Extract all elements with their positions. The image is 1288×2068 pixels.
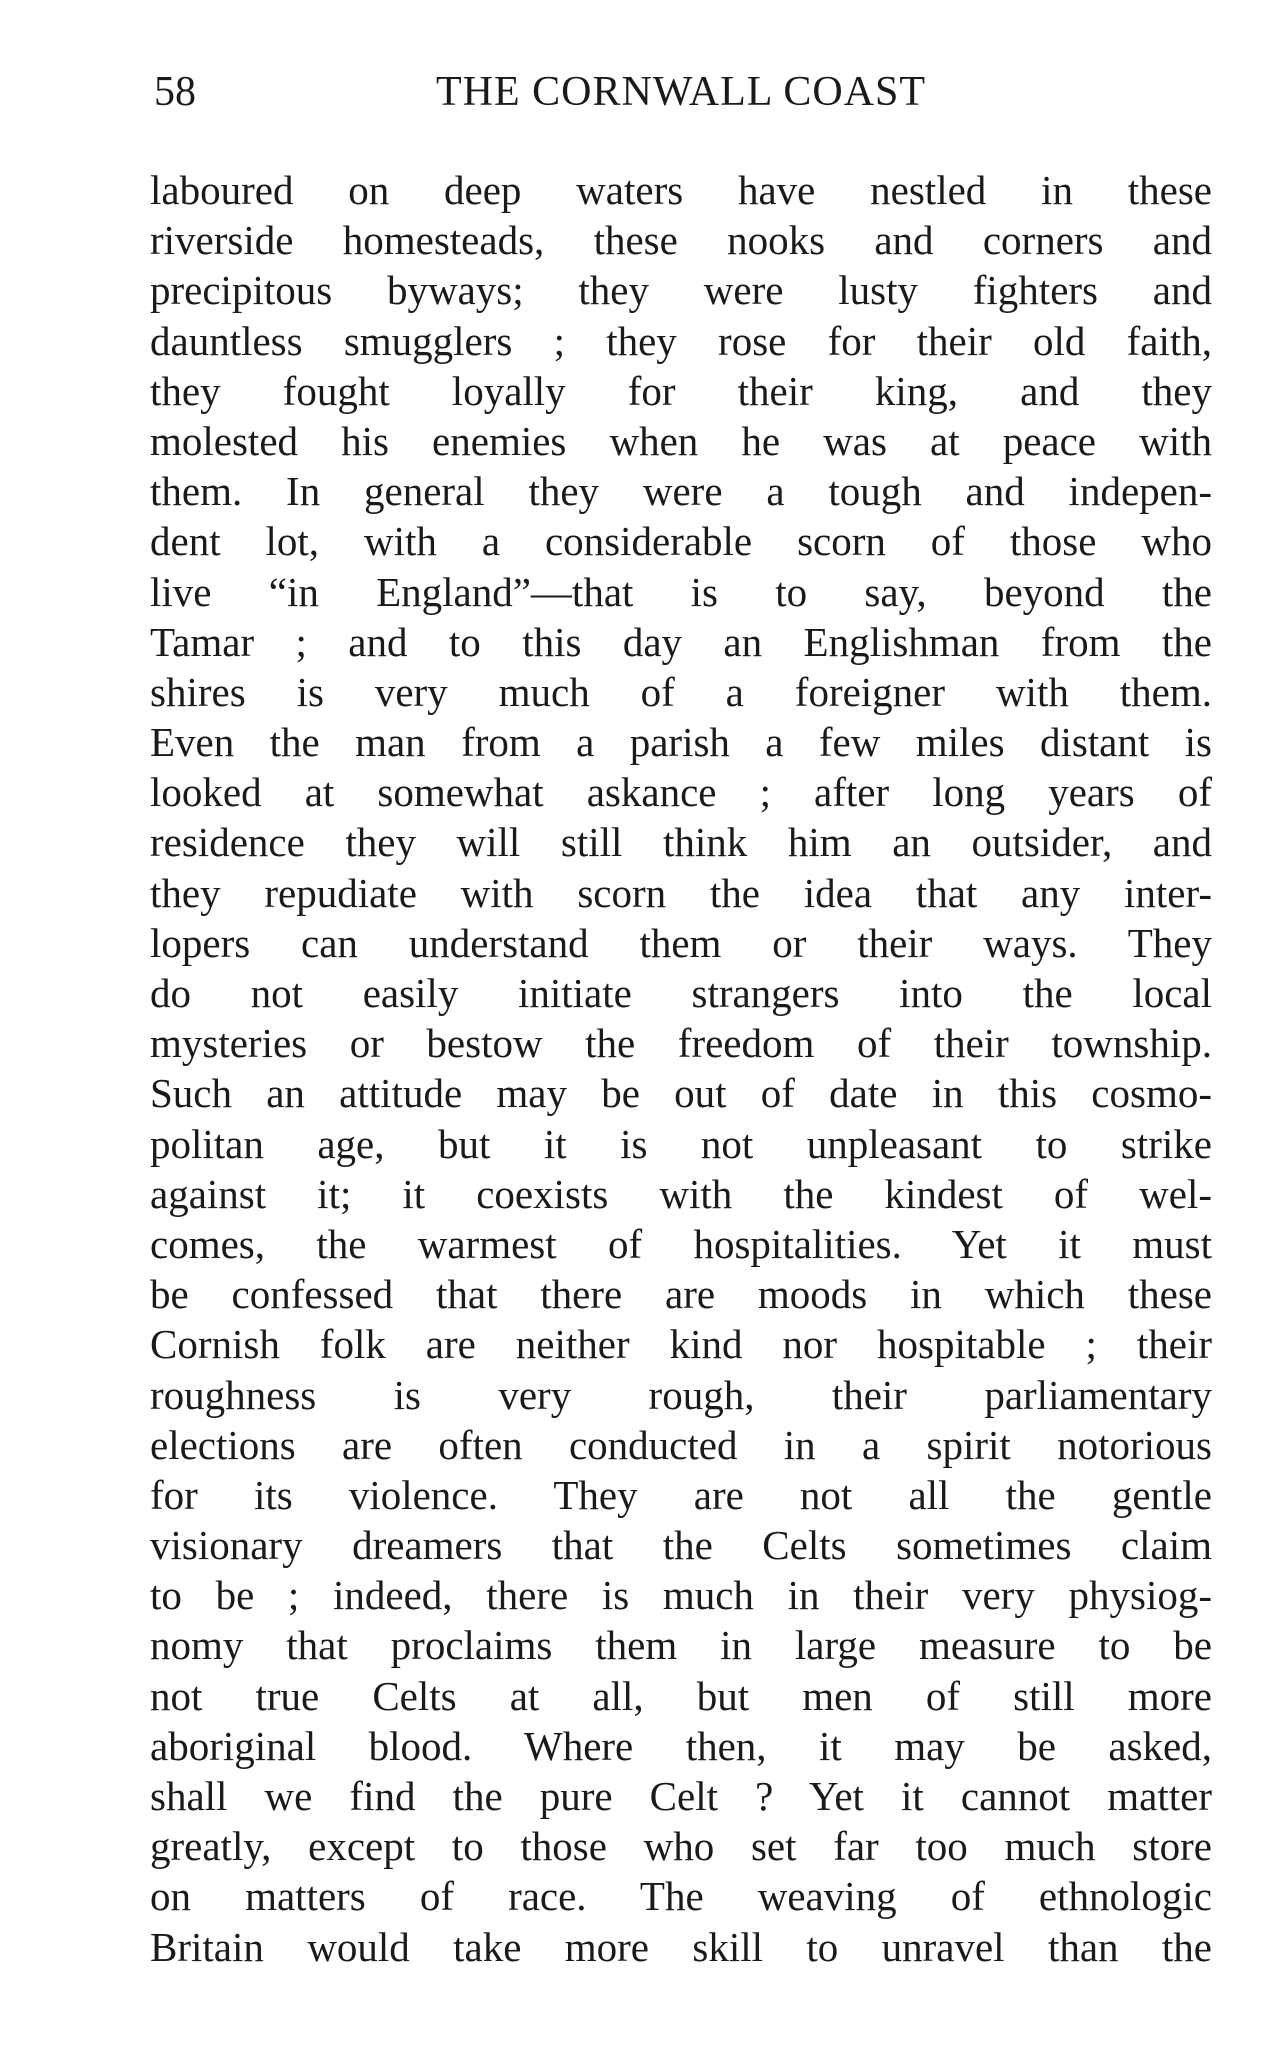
text-line: to be ; indeed, there is much in their very physiog- (150, 1572, 1212, 1619)
text-line: Tamar ; and to this day an Englishman from the (150, 618, 1212, 665)
text-line: Such an attitude may be out of date in this cosmo- (150, 1070, 1212, 1117)
text-line: greatly, except to those who set far too much store (150, 1823, 1212, 1870)
text-line: they repudiate with scorn the idea that any inter- (150, 869, 1212, 916)
text-line: visionary dreamers that the Celts sometimes claim (150, 1522, 1212, 1569)
running-title: THE CORNWALL COAST (435, 69, 927, 115)
text-line: riverside homesteads, these nooks and corners and (150, 217, 1212, 264)
text-line: for its violence. They are not all the gentle (150, 1471, 1212, 1518)
page-header (150, 62, 1212, 122)
text-line: shall we find the pure Celt ? Yet it cannot matter (150, 1773, 1212, 1819)
text-line: laboured on deep waters have nestled in these (150, 167, 1212, 213)
text-line: dauntless smugglers ; they rose for their old faith, (150, 317, 1212, 364)
text-line: nomy that proclaims them in large measure to be (150, 1622, 1212, 1669)
text-line: do not easily initiate strangers into the local (150, 970, 1212, 1016)
text-line: Britain would take more skill to unravel than the (150, 1923, 1212, 1970)
text-line: shires is very much of a foreigner with them. (150, 668, 1212, 715)
body-text (150, 165, 1212, 1972)
text-line: they fought loyally for their king, and they (150, 367, 1212, 414)
text-line: be confessed that there are moods in which these (150, 1271, 1212, 1318)
page-number: 58 (154, 69, 196, 115)
text-line: aboriginal blood. Where then, it may be asked, (150, 1722, 1212, 1769)
text-line: lopers can understand them or their ways. They (150, 919, 1212, 966)
text-line: looked at somewhat askance ; after long years of (150, 769, 1212, 816)
text-line: against it; it coexists with the kindest of wel- (150, 1170, 1212, 1217)
text-line: dent lot, with a considerable scorn of those who (150, 518, 1212, 565)
text-line: molested his enemies when he was at peace with (150, 417, 1212, 464)
text-line: residence they will still think him an outsider, and (150, 819, 1212, 866)
text-line: live “in England”—that is to say, beyond the (150, 568, 1212, 615)
text-line: roughness is very rough, their parliamentary (150, 1371, 1212, 1418)
text-line: elections are often conducted in a spirit notorious (150, 1421, 1212, 1468)
text-line: on matters of race. The weaving of ethnologic (150, 1873, 1212, 1920)
text-line: politan age, but it is not unpleasant to strike (150, 1120, 1212, 1167)
text-line: Even the man from a parish a few miles distant is (150, 719, 1212, 766)
text-line: mysteries or bestow the freedom of their township. (150, 1020, 1212, 1067)
text-line: comes, the warmest of hospitalities. Yet it must (150, 1220, 1212, 1267)
text-line: them. In general they were a tough and indepen- (150, 468, 1212, 515)
text-line: precipitous byways; they were lusty fighters and (150, 267, 1212, 314)
text-line: Cornish folk are neither kind nor hospitable ; their (150, 1321, 1212, 1368)
text-line: not true Celts at all, but men of still more (150, 1672, 1212, 1719)
